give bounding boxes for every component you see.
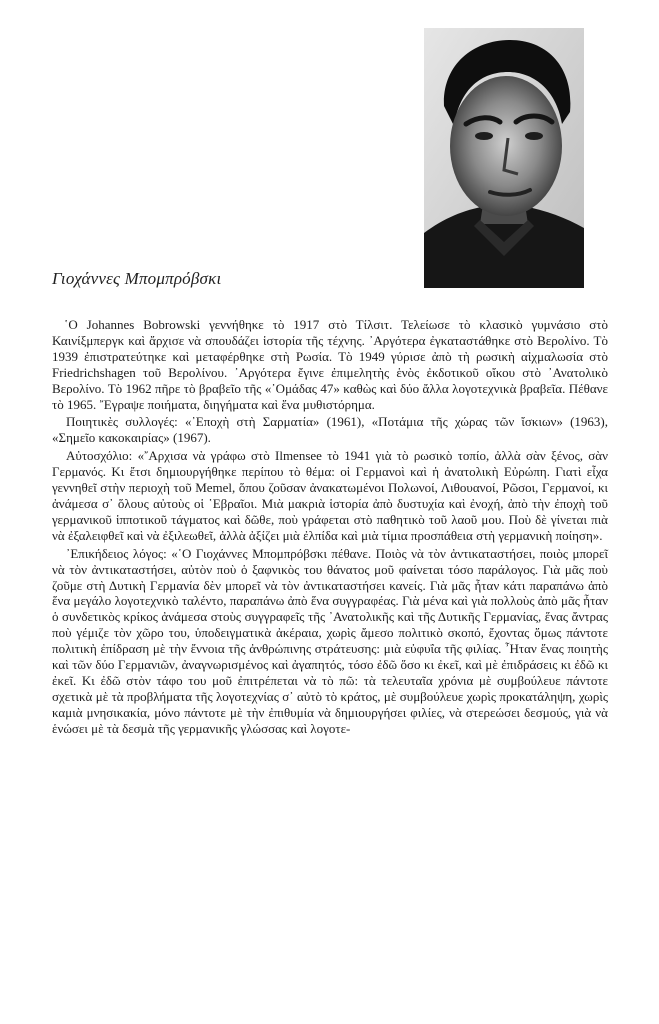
portrait-photo-icon [424, 28, 584, 288]
biography-text [52, 317, 608, 739]
eulogy-paragraph: ᾽Επικήδειος λόγος: «῾Ο Γιοχάννες Μπομπρόβσκι πέθανε. Ποιὸς νὰ τὸν ἀντικαταστήσει, ποιὸς μπορεῖ νὰ τὸν ἀντικαταστήσει, αὐτὸν ποὺ ὁ ξαφνικὸς του θάνατος μοῦ φαίνεται τόσο παράλογος. Γιὰ μᾶς ποὺ ζοῦμε στὴ Δυτικὴ Γερμανία δὲν μπορεῖ νὰ τὸν ἀντικαταστήσει κανείς. Γιὰ μᾶς ἦταν κάτι παραπάνω ἀπὸ ἕνα μεγάλο λογοτεχνικὸ ταλέντο, παραπάνω ἀπὸ ἕνα συγγραφέας. Γιὰ μένα καὶ γιὰ πολλοὺς ἀπὸ μᾶς ἦταν ὁ συνδετικὸς κρίκος ἀνάμεσα στοὺς συγγραφεῖς τῆς ᾽Ανατολικῆς καὶ τῆς Δυτικῆς Γερμανίας, ἕνας ἄντρας ποὺ γέμιζε τὸν χῶρο του, ὑποδειγματικὰ ἀκέραια, χωρὶς ἄμεσο πολιτικὸ σκοπό, ἔχοντας ὅμως πάντοτε πολιτικὴ ἐπίδραση μὲ τὴν ἔννοια τῆς ἀνθρώπινης στράτευσης: μιὰ εὐφυΐα τῆς φιλίας. ῏Ηταν ἕνας ποιητὴς καὶ τῶν δύο Γερμανιῶν, ἀναγνωρισμένος καὶ ἀγαπητός, τόσο ἐδῶ ὅσο κι ἐκεῖ, καὶ μὲ ἐπιδράσεις κι ἐδῶ κι ἐκεῖ. Κι ἐδῶ στὸν τάφο του μοῦ ἐπιτρέπεται νὰ τὸ πῶ: τὰ τελευταῖα χρόνια μὲ συμβούλευε πάντοτε σχετικὰ μὲ τὰ προβλήματα τῆς λογοτεχνίας σ᾽ αὐτὸ τὸ κράτος, μὲ συμβούλευε χωρὶς προκατάληψη, χωρὶς καμιὰ μνησικακία, μόνο πάντοτε μὲ τὴν ἐπιθυμία νὰ δημιουργήσει φιλίες, νὰ στερεώσει δεσμούς, γιὰ νὰ ἑνώσει μὲ τὰ δεσμὰ τῆς γερμανικῆς γλώσσας καὶ λογοτε- [52, 545, 608, 736]
author-portrait-photo [424, 28, 584, 288]
author-name-heading: Γιοχάννες Μπομπρόβσκι [52, 269, 222, 288]
poetry-collections-paragraph: Ποιητικὲς συλλογές: «᾽Εποχὴ στὴ Σαρματία» (1961), «Ποτάμια τῆς χώρας τῶν ἴσκιων» (1963), «Σημεῖο κακοκαιρίας» (1967). [52, 414, 608, 446]
biography-paragraph: ῾Ο Johannes Bobrowski γεννήθηκε τὸ 1917 στὸ Τίλσιτ. Τελείωσε τὸ κλασικὸ γυμνάσιο στὸ Καινίξμπεργκ καὶ ἄρχισε νὰ σπουδάζει ἱστορία τῆς τέχνης. ᾽Αργότερα ἐγκαταστάθηκε στὸ Βερολίνο. Τὸ 1939 ἐπιστρατεύτηκε καὶ μεταφέρθηκε στὴ Ρωσία. Τὸ 1949 γύρισε ἀπὸ τὴ ρωσικὴ αἰχμαλωσία στὸ Friedrichshagen τοῦ Βερολίνου. ᾽Αργότερα ἔγινε ἐπιμελητὴς ἑνὸς ἐκδοτικοῦ οἴκου στὸ ᾽Ανατολικὸ Βερολίνο. Τὸ 1962 πῆρε τὸ βραβεῖο τῆς «᾽Ομάδας 47» καθὼς καὶ δύο ἄλλα λογοτεχνικὰ βραβεῖα. Πέθανε τὸ 1965. ῎Εγραψε ποιήματα, διηγήματα καὶ ἕνα μυθιστόρημα. [52, 317, 608, 412]
self-commentary-paragraph: Αὐτοσχόλιο: «῎Αρχισα νὰ γράφω στὸ Ilmensee τὸ 1941 γιὰ τὸ ρωσικὸ τοπίο, ἀλλὰ σὰν ξένος, σὰν Γερμανός. Κι ἔτσι δημιουργήθηκε περίπου τὸ θέμα: οἱ Γερμανοὶ καὶ ἡ ἀνατολικὴ Εὐρώπη. Γιατὶ εἶχα γεννηθεῖ στὴν περιοχὴ τοῦ Memel, ὅπου ζοῦσαν ἀνακατωμένοι Πολωνοί, Λιθουανοί, Ρῶσοι, Γερμανοί, κι ἀνάμεσα σ᾽ ὅλους αὐτοὺς οἱ ῾Εβραῖοι. Μιὰ μακριὰ ἱστορία ἀπὸ δυστυχία καὶ ἐνοχή, ἀπὸ τὴν ἐποχὴ τοῦ γερμανικοῦ ἱπποτικοῦ τάγματος καὶ δῶθε, ποὺ γράφεται στὸ παθητικὸ τοῦ λαοῦ μου. Ποὺ δὲ γίνεται πιὰ νὰ ἐξαλειφθεῖ καὶ νὰ ἐξιλεωθεῖ, ἀλλὰ ἀξίζει μιὰ ἐλπίδα καὶ μιὰ τίμια προσπάθεια στὴ γερμανικὴ ποίηση». [52, 448, 608, 543]
